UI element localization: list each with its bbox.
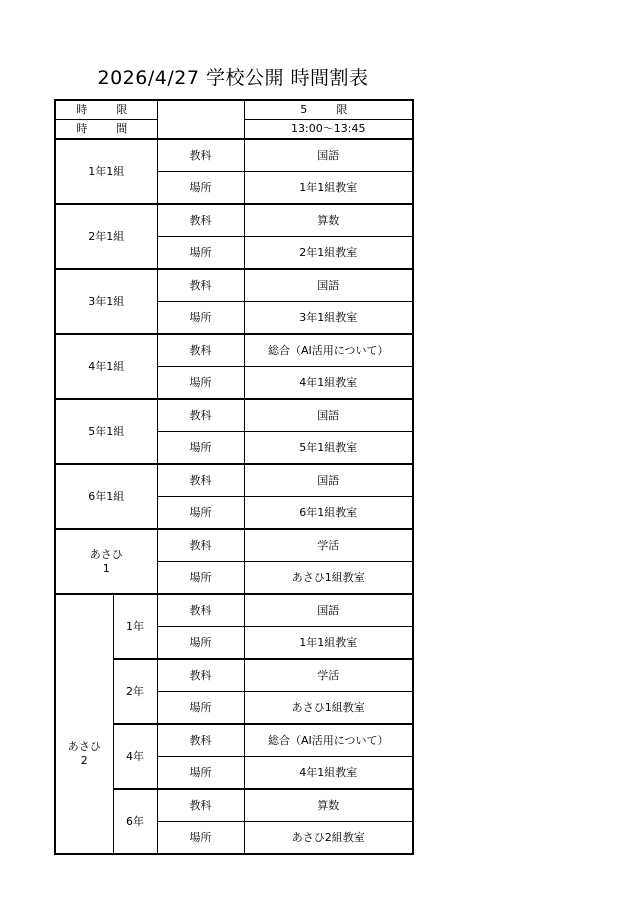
asahi2-row-subject: [55, 594, 413, 627]
asahi1-name-line2: 1: [102, 561, 110, 575]
class-row-subject: [55, 139, 413, 172]
place-label: 場所: [157, 237, 244, 270]
time-value: 13:00～13:45: [244, 120, 413, 140]
class-name: 3年1組: [55, 269, 157, 334]
class-name: 5年1組: [55, 399, 157, 464]
subject-value: 総合（AI活用について）: [244, 724, 413, 757]
place-label: 場所: [157, 627, 244, 660]
place-value: 1年1組教室: [244, 172, 413, 205]
subject-value: 学活: [244, 659, 413, 692]
timetable: [54, 99, 414, 855]
place-label: 場所: [157, 367, 244, 400]
subject-label: 教科: [157, 204, 244, 237]
place-label: 場所: [157, 692, 244, 725]
subject-value: 学活: [244, 529, 413, 562]
class-row-subject: [55, 334, 413, 367]
asahi2-name-line2: 2: [80, 754, 88, 767]
subject-value: 国語: [244, 594, 413, 627]
class-name: 1年1組: [55, 139, 157, 204]
period-value: 5 限: [244, 100, 413, 120]
place-value: 6年1組教室: [244, 497, 413, 530]
grade-label: 6年: [113, 789, 157, 854]
subject-label: 教科: [157, 269, 244, 302]
subject-value: 算数: [244, 789, 413, 822]
header-blank-cell: [157, 100, 244, 139]
time-label: 時 間: [55, 120, 157, 140]
subject-value: 国語: [244, 399, 413, 432]
subject-value: 国語: [244, 464, 413, 497]
place-label: 場所: [157, 432, 244, 465]
asahi1-row-subject: [55, 529, 413, 562]
place-value: 1年1組教室: [244, 627, 413, 660]
place-label: 場所: [157, 822, 244, 855]
subject-value: 国語: [244, 139, 413, 172]
class-name: 4年1組: [55, 334, 157, 399]
period-label: 時 限: [55, 100, 157, 120]
place-label: 場所: [157, 497, 244, 530]
subject-label: 教科: [157, 594, 244, 627]
place-value: あさひ2組教室: [244, 822, 413, 855]
asahi2-name-line1: あさひ: [67, 740, 101, 753]
place-value: あさひ1組教室: [244, 692, 413, 725]
subject-label: 教科: [157, 334, 244, 367]
class-name: 2年1組: [55, 204, 157, 269]
subject-label: 教科: [157, 399, 244, 432]
subject-label: 教科: [157, 724, 244, 757]
header-row-period: [55, 100, 413, 120]
place-value: 5年1組教室: [244, 432, 413, 465]
subject-value: 算数: [244, 204, 413, 237]
grade-label: 1年: [113, 594, 157, 659]
place-value: 2年1組教室: [244, 237, 413, 270]
subject-label: 教科: [157, 789, 244, 822]
subject-label: 教科: [157, 529, 244, 562]
place-label: 場所: [157, 757, 244, 790]
asahi1-name-line1: あさひ: [89, 547, 123, 561]
subject-value: 総合（AI活用について）: [244, 334, 413, 367]
subject-value: 国語: [244, 269, 413, 302]
class-row-subject: [55, 204, 413, 237]
place-label: 場所: [157, 302, 244, 335]
page-title: 2026/4/27 学校公開 時間割表: [97, 67, 369, 89]
class-name: 6年1組: [55, 464, 157, 529]
place-value: 4年1組教室: [244, 757, 413, 790]
class-row-subject: [55, 399, 413, 432]
place-value: 4年1組教室: [244, 367, 413, 400]
subject-label: 教科: [157, 659, 244, 692]
class-row-subject: [55, 464, 413, 497]
grade-label: 4年: [113, 724, 157, 789]
subject-label: 教科: [157, 139, 244, 172]
subject-label: 教科: [157, 464, 244, 497]
asahi2-name: [55, 594, 113, 854]
place-label: 場所: [157, 562, 244, 595]
grade-label: 2年: [113, 659, 157, 724]
asahi1-name: [55, 529, 157, 594]
place-label: 場所: [157, 172, 244, 205]
class-row-subject: [55, 269, 413, 302]
place-value: 3年1組教室: [244, 302, 413, 335]
place-value: あさひ1組教室: [244, 562, 413, 595]
